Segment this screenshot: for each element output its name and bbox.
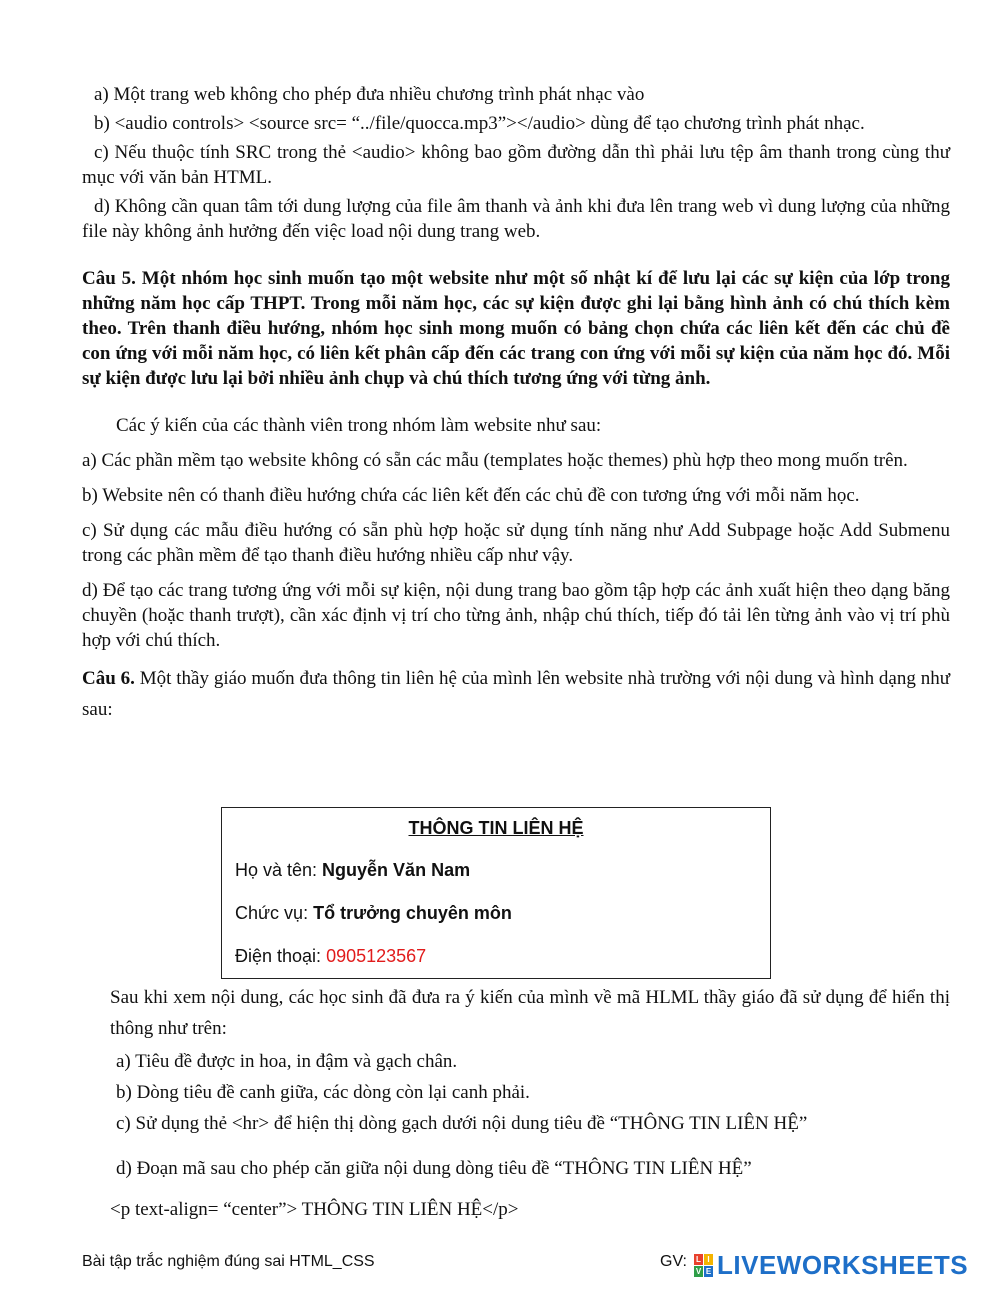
logo-letter-i: I bbox=[704, 1254, 713, 1265]
footer-title: Bài tập trắc nghiệm đúng sai HTML_CSS bbox=[82, 1253, 375, 1270]
contact-phone-row bbox=[235, 946, 426, 967]
question-6-body bbox=[110, 982, 950, 1225]
question-5: Câu 5. Một nhóm học sinh muốn tạo một website như một số nhật kí để lưu lại các sự kiện của lớp trong những năm học cấp THPT. Trong mỗi năm học, các sự kiện được ghi lại bằng hình ảnh có chú thích kèm theo. Trên thanh điều hướng, nhóm học sinh mong muốn có bảng chọn chứa các liên kết đến các chủ đề con ứng với mỗi năm học, có liên kết phân cấp đến các trang con ứng với mỗi sự kiện của năm học đó. Mỗi sự kiện được lưu lại bởi nhiều ảnh chụp và chú thích tương ứng với từng ảnh. bbox=[82, 268, 950, 389]
logo-letter-l: L bbox=[694, 1254, 703, 1265]
question-6-text: Một thầy giáo muốn đưa thông tin liên hệ của mình lên website nhà trường với nội dung và hình dạng như sau: bbox=[82, 668, 950, 720]
option-b-cau5: b) Website nên có thanh điều hướng chứa các liên kết đến các chủ đề con tương ứng với mỗi năm học. bbox=[82, 485, 860, 506]
logo-letter-e: E bbox=[705, 1267, 712, 1276]
contact-role-value: Tổ trưởng chuyên môn bbox=[313, 903, 512, 923]
question-6-label: Câu 6. bbox=[82, 668, 135, 689]
contact-name-value: Nguyễn Văn Nam bbox=[322, 860, 471, 880]
contact-role-label: Chức vụ: bbox=[235, 903, 314, 923]
question-6 bbox=[82, 663, 950, 725]
contact-role-row bbox=[235, 903, 512, 924]
liveworksheets-logo-text: LIVEWORKSHEETS bbox=[717, 1250, 969, 1280]
option-d-cau5: d) Để tạo các trang tương ứng với mỗi sự kiện, nội dung trang bao gồm tập hợp các ảnh xuất hiện theo dạng băng chuyền (hoặc thanh trượt), cần xác định vị trí cho từng ảnh, nhập chú thích, tiếp đó tải lên từng ảnh vào vị trí phù hợp với chú thích. bbox=[82, 580, 950, 651]
option-a-cau4: a) Một trang web không cho phép đưa nhiều chương trình phát nhạc vào bbox=[94, 84, 645, 105]
option-b-cau4: b) <audio controls> <source src= “../file/quocca.mp3”></audio> dùng để tạo chương trình phát nhạc. bbox=[94, 113, 865, 134]
option-d-cau4: d) Không cần quan tâm tới dung lượng của file âm thanh và ảnh khi đưa lên trang web vì dung lượng của những file này không ảnh hưởng đến việc load nội dung trang web. bbox=[82, 196, 950, 242]
contact-phone-value: 0905123567 bbox=[326, 946, 427, 966]
contact-phone-label: Điện thoại: bbox=[235, 946, 327, 966]
code-snippet: <p text-align= “center”> THÔNG TIN LIÊN HỆ</p> bbox=[110, 1199, 519, 1220]
question-6-after: Sau khi xem nội dung, các học sinh đã đưa ra ý kiến của mình về mã HLML thầy giáo đã sử dụng để hiển thị thông như trên: bbox=[110, 987, 950, 1039]
option-c-cau6: c) Sử dụng thẻ <hr> để hiện thị dòng gạch dưới nội dung tiêu đề “THÔNG TIN LIÊN HỆ” bbox=[116, 1113, 808, 1134]
contact-box-title: THÔNG TIN LIÊN HỆ bbox=[408, 818, 584, 838]
contact-name-row bbox=[235, 860, 470, 881]
footer-teacher: GV: bbox=[660, 1253, 687, 1270]
option-d-cau6: d) Đoạn mã sau cho phép căn giữa nội dung dòng tiêu đề “THÔNG TIN LIÊN HỆ” bbox=[116, 1158, 752, 1179]
option-c-cau5: c) Sử dụng các mẫu điều hướng có sẵn phù hợp hoặc sử dụng tính năng như Add Subpage hoặc Add Submenu trong các phần mềm để tạo thanh điều hướng nhiều cấp như vậy. bbox=[82, 520, 950, 566]
option-a-cau6: a) Tiêu đề được in hoa, in đậm và gạch chân. bbox=[116, 1051, 458, 1072]
document-page bbox=[82, 82, 950, 725]
contact-info-box bbox=[221, 807, 771, 979]
option-a-cau5: a) Các phần mềm tạo website không có sẵn các mẫu (templates hoặc themes) phù hợp theo mong muốn trên. bbox=[82, 450, 908, 471]
liveworksheets-logo bbox=[694, 1250, 968, 1281]
liveworksheets-logo-icon bbox=[694, 1254, 713, 1277]
option-b-cau6: b) Dòng tiêu đề canh giữa, các dòng còn lại canh phải. bbox=[116, 1082, 530, 1103]
option-c-cau4: c) Nếu thuộc tính SRC trong thẻ <audio> không bao gồm đường dẫn thì phải lưu tệp âm thanh trong cùng thư mục với văn bản HTML. bbox=[82, 142, 950, 188]
contact-name-label: Họ và tên: bbox=[235, 860, 323, 880]
logo-letter-v: V bbox=[695, 1267, 702, 1276]
question-5-intro: Các ý kiến của các thành viên trong nhóm làm website như sau: bbox=[116, 415, 602, 436]
